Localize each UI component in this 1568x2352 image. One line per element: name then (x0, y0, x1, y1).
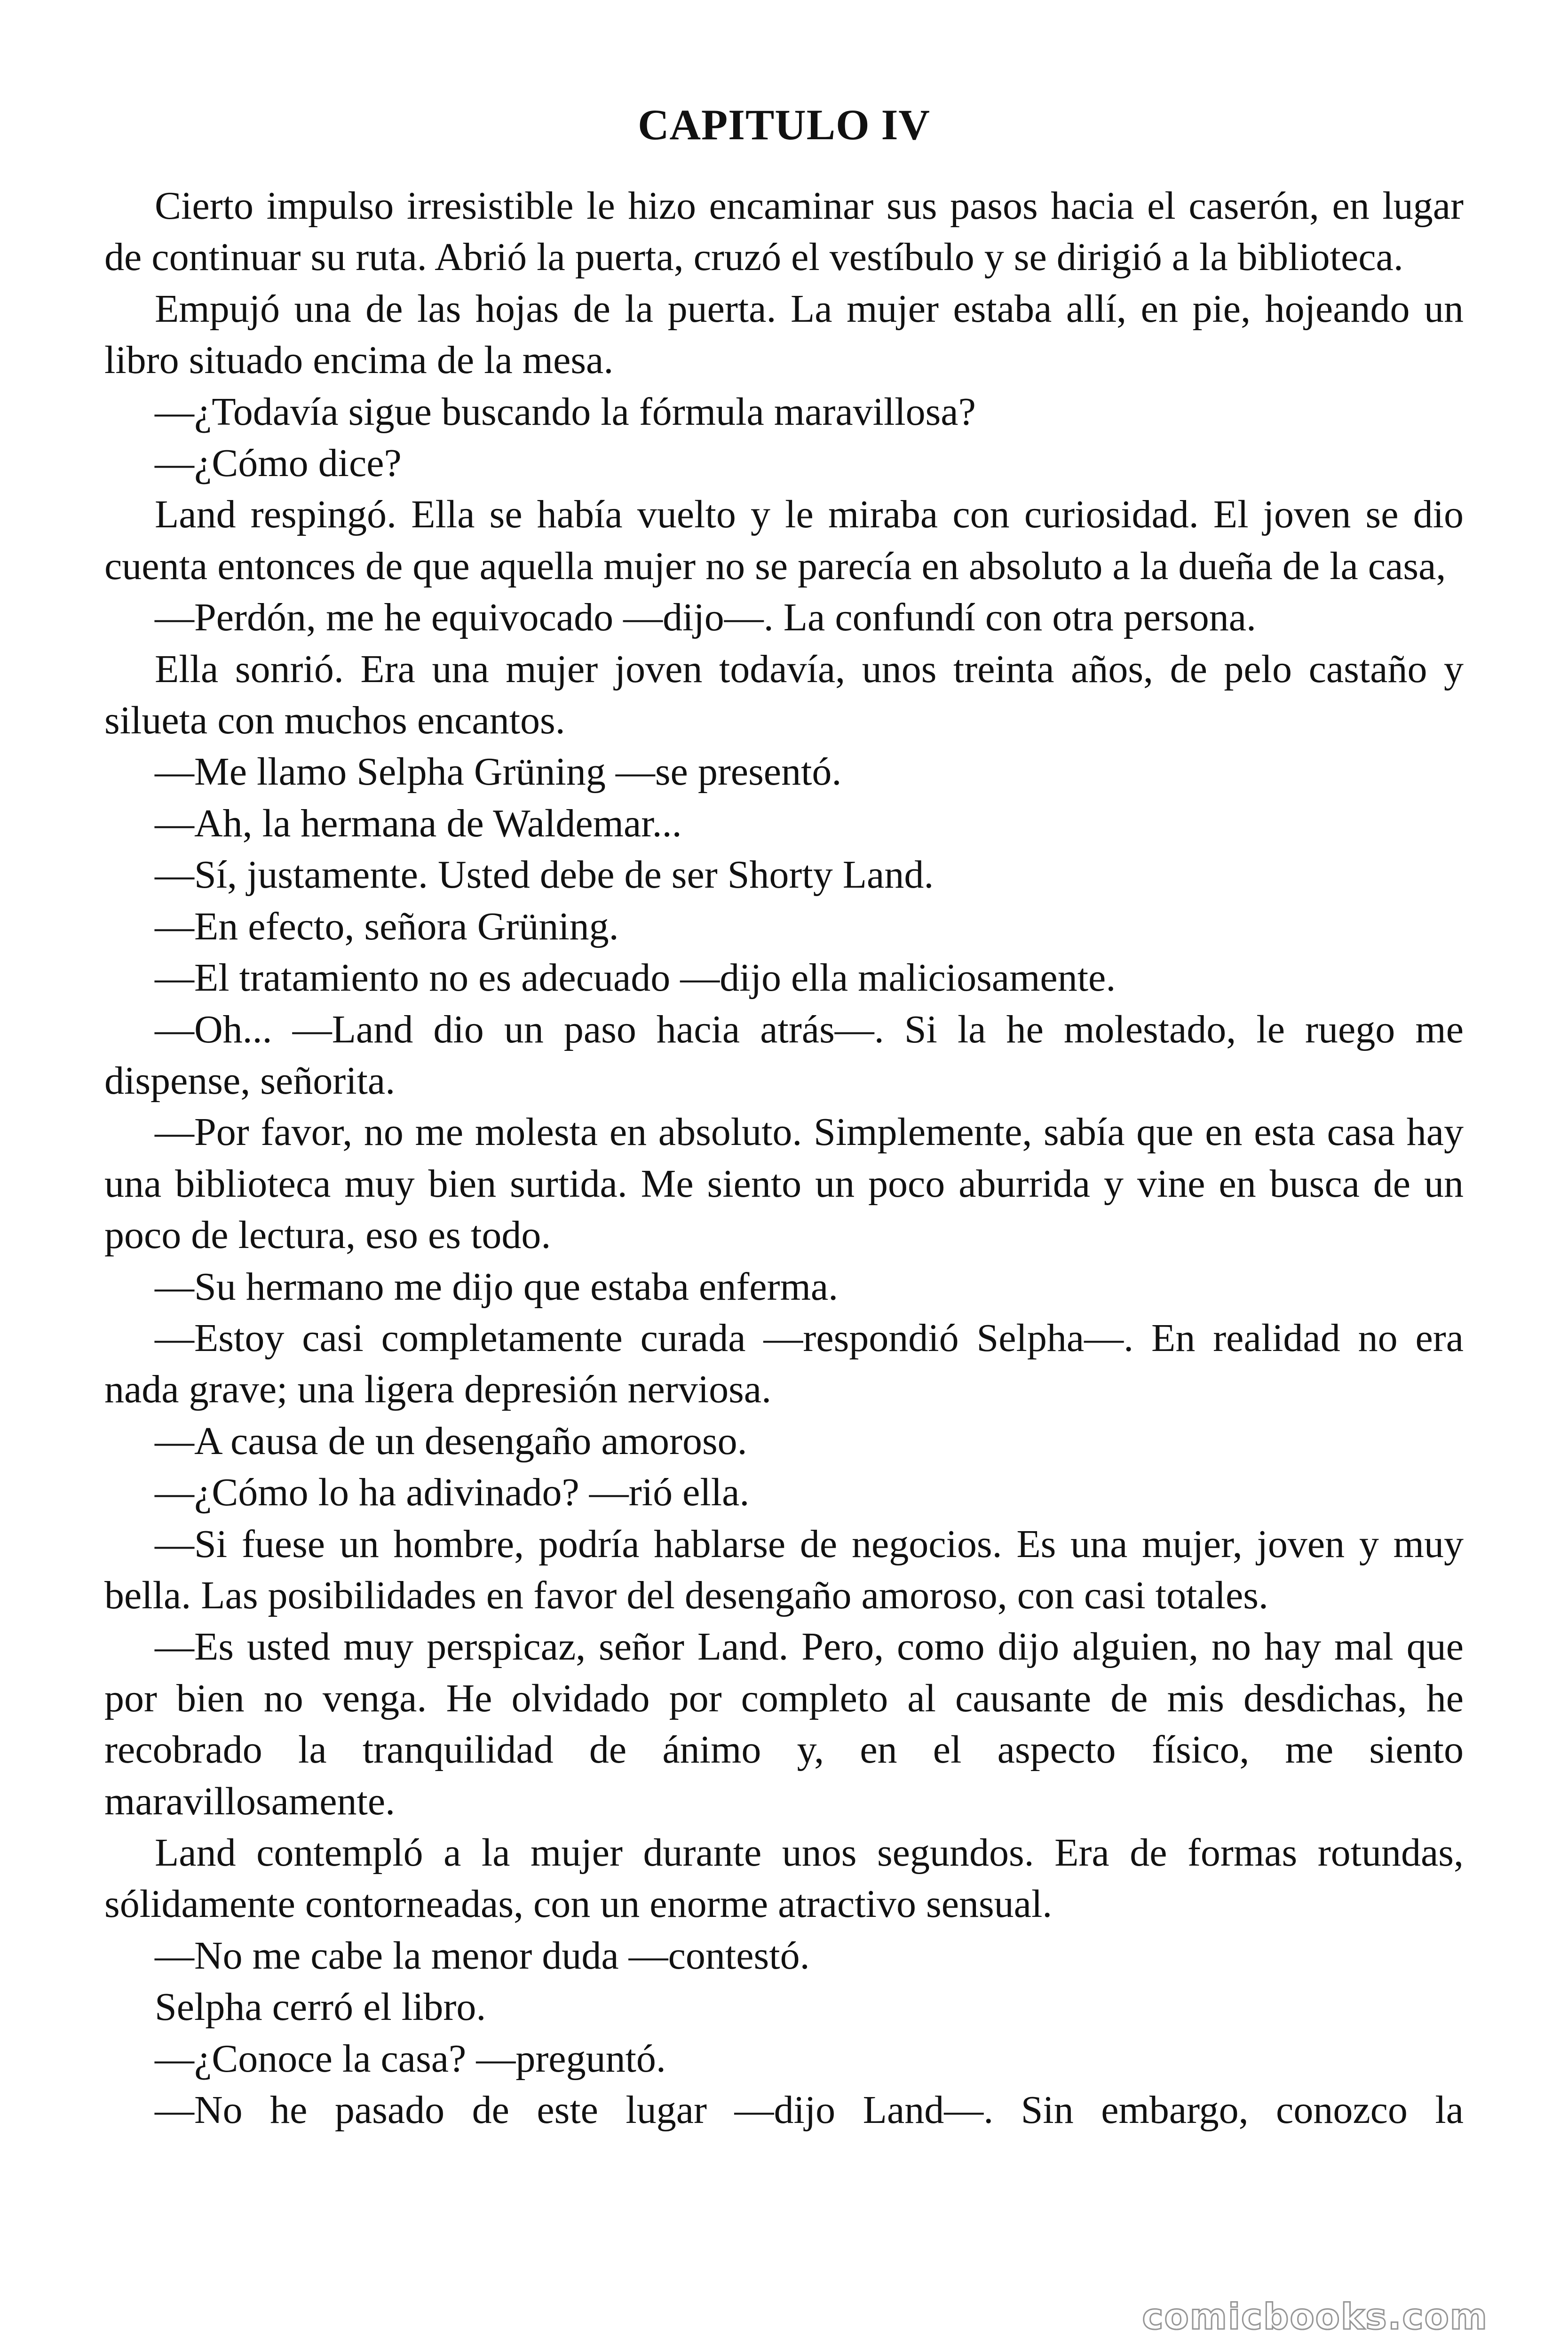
chapter-title: CAPITULO IV (638, 100, 930, 149)
paragraph: Selpha cerró el libro. (155, 1985, 486, 2029)
paragraph: —¿Todavía sigue buscando la fórmula maravillosa? (155, 389, 976, 434)
chapter-body (104, 180, 1464, 2136)
paragraph: —Ah, la hermana de Waldemar... (155, 801, 682, 845)
paragraph: —A causa de un desengaño amoroso. (155, 1419, 747, 1463)
paragraph: —¿Cómo dice? (155, 441, 402, 485)
paragraph: —En efecto, señora Grüning. (155, 904, 619, 948)
paragraph: —Es usted muy perspicaz, señor Land. Pero, como dijo alguien, no hay mal que por bien no venga. He olvidado por completo al causante de mis desdichas, he recobrado la tranquilidad de ánimo y, en el aspecto físico, me siento maravillosamente. (104, 1625, 1464, 1823)
paragraph: —Su hermano me dijo que estaba enferma. (155, 1264, 839, 1309)
paragraph: Ella sonrió. Era una mujer joven todavía, unos treinta años, de pelo castaño y silueta con muchos encantos. (104, 647, 1464, 743)
paragraph: —Sí, justamente. Usted debe de ser Shorty Land. (155, 853, 934, 897)
paragraph: —¿Cómo lo ha adivinado? —rió ella. (155, 1470, 750, 1515)
paragraph: Land contempló a la mujer durante unos segundos. Era de formas rotundas, sólidamente contorneadas, con un enorme atractivo sensual. (104, 1831, 1464, 1926)
paragraph: —Me llamo Selpha Grüning —se presentó. (155, 750, 842, 794)
paragraph: —El tratamiento no es adecuado —dijo ella maliciosamente. (155, 956, 1116, 1000)
paragraph: —Estoy casi completamente curada —respondió Selpha—. En realidad no era nada grave; una ligera depresión nerviosa. (104, 1316, 1464, 1412)
paragraph: —¿Conoce la casa? —preguntó. (155, 2036, 666, 2081)
paragraph: Empujó una de las hojas de la puerta. La mujer estaba allí, en pie, hojeando un libro situado encima de la mesa. (104, 286, 1464, 382)
paragraph: —Perdón, me he equivocado —dijo—. La confundí con otra persona. (155, 596, 1257, 640)
paragraph: —No me cabe la menor duda —contestó. (155, 1933, 810, 1978)
watermark: comicbooks.com (1142, 2296, 1488, 2337)
paragraph: —Oh... —Land dio un paso hacia atrás—. Si la he molestado, le ruego me dispense, señorita. (104, 1007, 1464, 1103)
paragraph: —No he pasado de este lugar —dijo Land—. Sin embargo, conozco la (155, 2088, 1464, 2132)
paragraph: —Si fuese un hombre, podría hablarse de negocios. Es una mujer, joven y muy bella. Las posibilidades en favor del desengaño amoroso, con casi totales. (104, 1522, 1464, 1617)
paragraph: —Por favor, no me molesta en absoluto. Simplemente, sabía que en esta casa hay una biblioteca muy bien surtida. Me siento un poco aburrida y vine en busca de un poco de lectura, eso es todo. (104, 1110, 1464, 1257)
paragraph: Cierto impulso irresistible le hizo encaminar sus pasos hacia el caserón, en lugar de continuar su ruta. Abrió la puerta, cruzó el vestíbulo y se dirigió a la biblioteca. (104, 184, 1464, 279)
paragraph: Land respingó. Ella se había vuelto y le miraba con curiosidad. El joven se dio cuenta entonces de que aquella mujer no se parecía en absoluto a la dueña de la casa, (104, 493, 1464, 588)
book-page (104, 0, 1464, 2352)
